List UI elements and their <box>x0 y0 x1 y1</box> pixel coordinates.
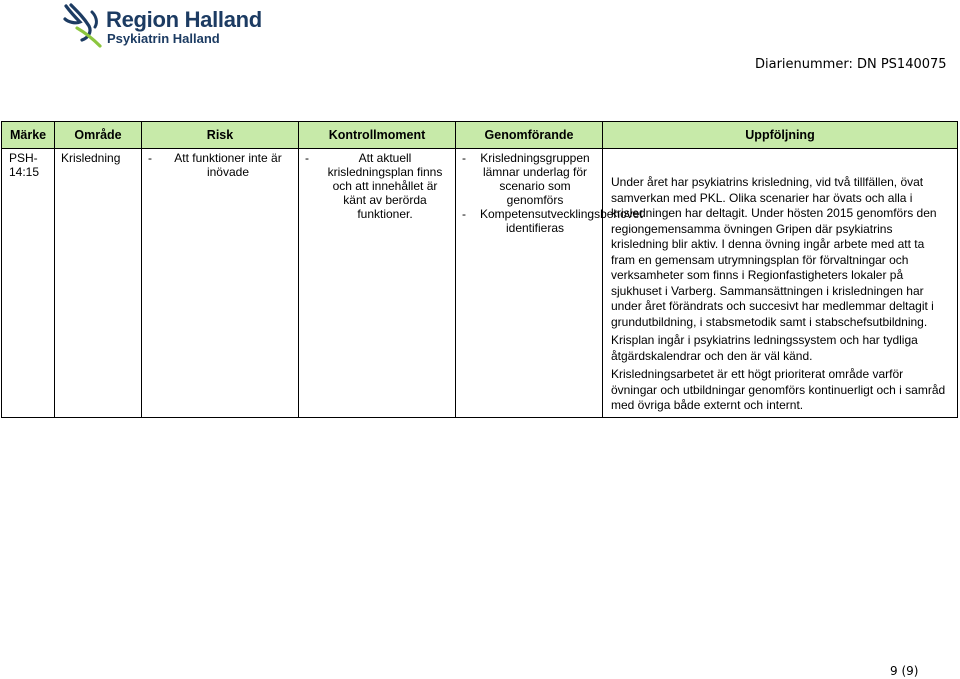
uppfoljning-paragraph: Krisplan ingår i psykiatrins ledningssystem och har tydliga åtgärdskalendrar och den är väl känd. <box>611 333 918 363</box>
column-header-risk: Risk <box>142 122 299 149</box>
list-item: - Att funktioner inte är inövade <box>142 151 298 179</box>
column-header-marke: Märke <box>2 122 55 149</box>
table-header-row <box>2 122 958 149</box>
uppfoljning-paragraph: Under året har psykiatrins krisledning, vid två tillfällen, övat samverkan med PKL. Olika scenarier har övats och alla i krisledningen har deltagit. Under hösten 2015 genomförs den regiongemensamma övningen Gripen där psykiatrins krisledning blir aktiv. I denna övning ingår arbete med att ta fram en gemensam utrymningsplan för förvaltningar och verksamheter som finns i Regionfastigheters lokaler på sjukhuset i Varberg. Sammansättningen i krisledningen har under året förändrats och succesivt har medlemmar deltagit i grundutbildning, i stabsmetodik samt i stabschefsutbildning. <box>611 175 937 329</box>
table-row <box>2 149 958 418</box>
list-item: - Kompetensutvecklingsbehovet identifieras <box>456 207 602 235</box>
cell-risk <box>142 149 299 418</box>
region-halland-logo <box>62 2 262 48</box>
column-header-omrade: Område <box>55 122 142 149</box>
marke-value: PSH- 14:15 <box>9 151 40 179</box>
cell-marke <box>2 149 55 418</box>
uppfoljning-paragraph: Krisledningsarbetet är ett högt prioriterat område varför övningar och utbildningar genomförs kontinuerligt och i samråd med övriga både externt och internt. <box>611 367 946 412</box>
list-item: - Att aktuell krisledningsplan finns och att innehållet är känt av berörda funktioner. <box>299 151 455 221</box>
omrade-value: Krisledning <box>61 151 121 165</box>
column-header-kontrollmoment: Kontrollmoment <box>299 122 456 149</box>
column-header-uppfoljning: Uppföljning <box>603 122 958 149</box>
diarienummer: Diarienummer: DN PS140075 <box>755 57 947 72</box>
column-header-genomforande: Genomförande <box>456 122 603 149</box>
cell-uppfoljning <box>603 149 958 418</box>
logo-name: Region Halland <box>106 7 262 32</box>
region-halland-emblem-icon <box>62 2 106 48</box>
cell-omrade <box>55 149 142 418</box>
cell-genomforande <box>456 149 643 418</box>
page-number: 9 (9) <box>890 664 919 678</box>
cell-kontrollmoment <box>299 149 456 418</box>
logo-subtitle: Psykiatrin Halland <box>107 31 220 46</box>
list-item: - Krisledningsgruppen lämnar underlag för scenario som genomförs <box>456 151 602 207</box>
internal-control-table <box>1 121 958 418</box>
